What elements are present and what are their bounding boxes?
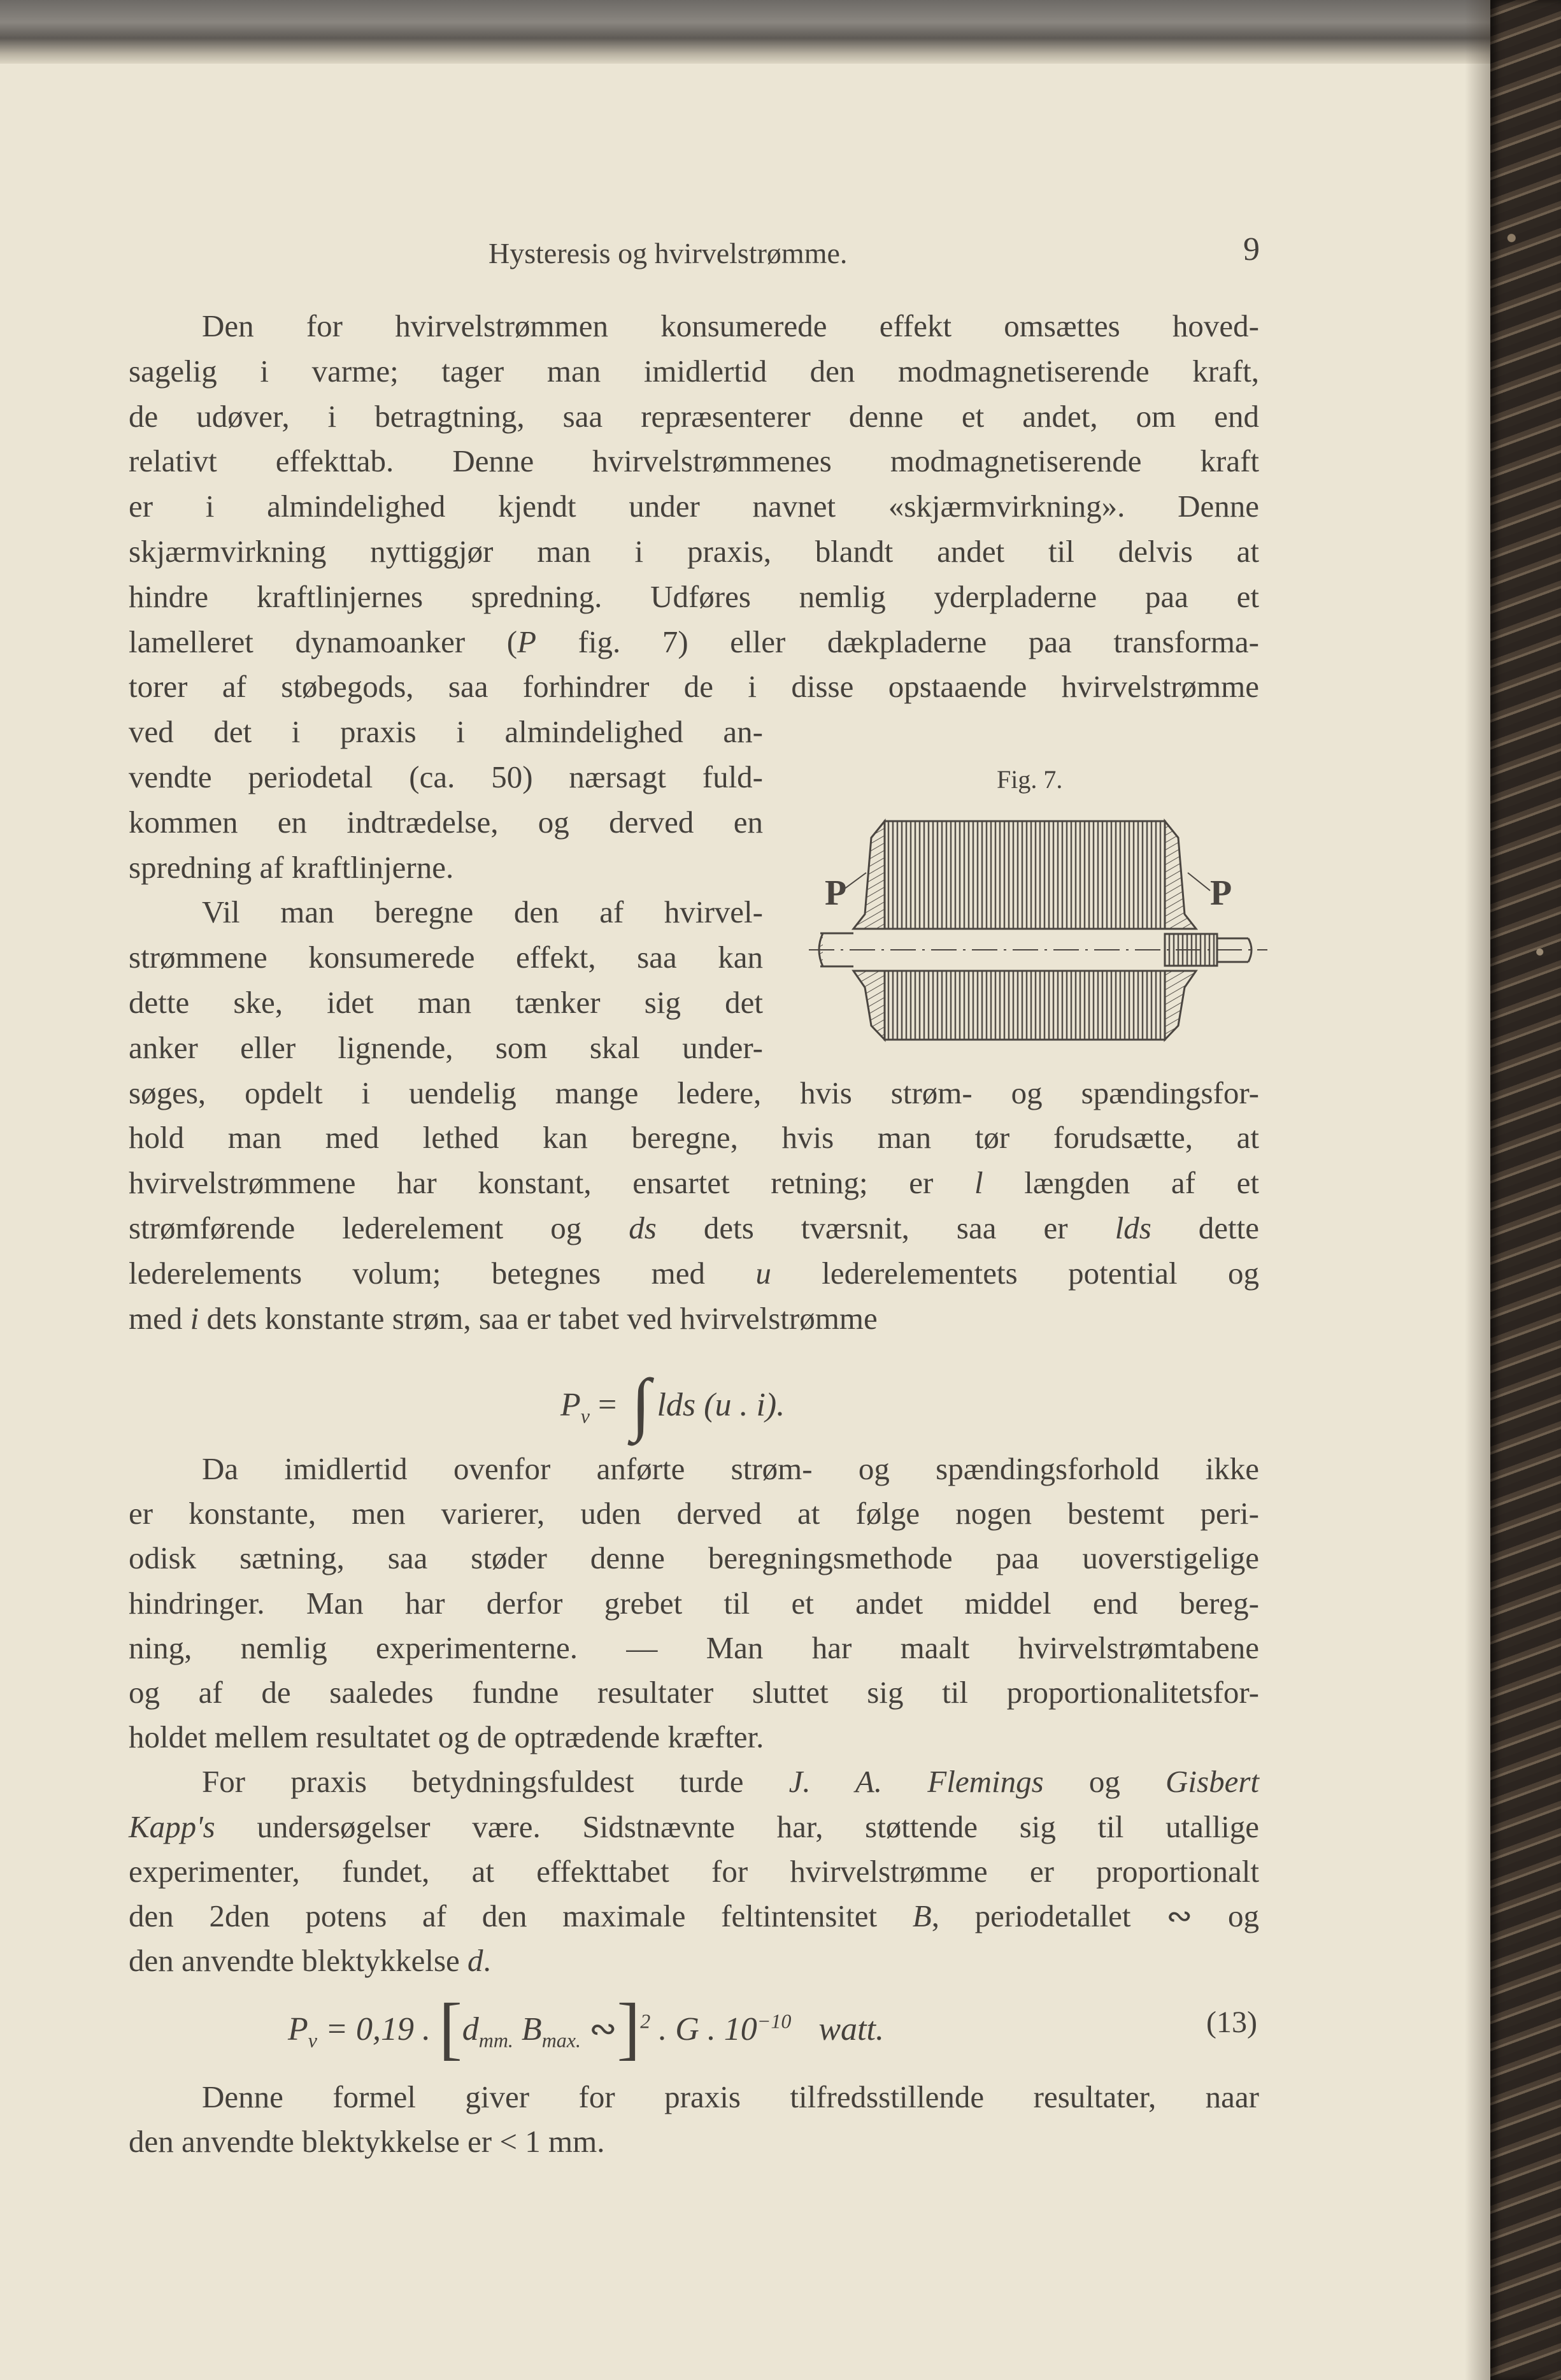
armature-figure	[802, 809, 1274, 1051]
text-line	[129, 1849, 1259, 1894]
text-segment: vendte periodetal (ca. 50) nærsagt fuld-	[129, 759, 763, 794]
text-line	[129, 1026, 763, 1071]
text-segment: hindre kraftlinjernes spredning. Udføres nemlig yderpladerne paa et	[129, 578, 1259, 614]
text-line	[129, 1670, 1259, 1715]
text-segment: experimenter, fundet, at effekttabet for hvirvelstrømme er proportionalt	[129, 1853, 1259, 1889]
text-line	[129, 1115, 1259, 1161]
text-segment: Da imidlertid ovenfor anførte strøm- og spændingsforhold ikke	[202, 1451, 1259, 1486]
text-line	[129, 575, 1259, 620]
text-segment: holdet mellem resultatet og de optrædende kræfter.	[129, 1719, 764, 1755]
text-line	[129, 664, 1259, 710]
label-p-left: P	[825, 873, 847, 913]
text-line	[129, 980, 763, 1026]
integral-sign: ∫	[631, 1365, 651, 1442]
text-segment: lederelements volum; betegnes med	[129, 1255, 756, 1291]
italic-text: J. A. Flemings	[788, 1764, 1044, 1800]
text-segment: relativt effekttab. Denne hvirvelstrømmenes modmagnetiserende kraft	[129, 443, 1259, 479]
formula-equals: =	[597, 1387, 617, 1423]
text-line	[129, 2075, 1259, 2119]
text-segment: dets tværsnit, saa er	[656, 1210, 1115, 1245]
text-segment: spredning af kraftlinjerne.	[129, 849, 454, 885]
formula-subscript: max.	[541, 2028, 581, 2052]
italic-text: Kapp's	[129, 1809, 215, 1844]
text-line	[129, 1536, 1259, 1581]
figure-caption: Fig. 7.	[997, 765, 1063, 794]
text-segment: skjærmvirkning nyttiggjør man i praxis, blandt andet til delvis at	[129, 533, 1259, 569]
text-segment: er i almindelighed kjendt under navnet «skjærmvirkning». Denne	[129, 489, 1259, 524]
italic-text: u	[755, 1255, 771, 1291]
text-segment: og	[1043, 1764, 1165, 1800]
italic-text: d	[467, 1943, 483, 1979]
text-line	[129, 1491, 1259, 1536]
text-line	[129, 394, 1259, 440]
scan-top-edge	[0, 0, 1561, 64]
italic-text: l	[974, 1165, 983, 1201]
laminations-top	[885, 821, 1165, 929]
formula-exponent: −10	[757, 2009, 792, 2033]
text-segment: strømførende lederelement og	[129, 1210, 629, 1245]
formula-rhs: lds (u . i).	[657, 1387, 785, 1423]
italic-text: i	[190, 1300, 199, 1336]
text-segment: hindringer. Man har derfor grebet til et andet middel end bereg-	[129, 1585, 1259, 1621]
text-segment: kommen en indtrædelse, og derved en	[129, 804, 763, 840]
page-gutter-shadow	[1465, 0, 1490, 2380]
formula-symbol: P	[288, 2011, 308, 2047]
text-segment: odisk sætning, saa støder denne beregningsmethode paa uoverstigelige	[129, 1540, 1259, 1576]
formula-rest: . G . 10	[659, 2011, 757, 2047]
label-p-right: P	[1210, 873, 1232, 913]
end-plate-left-bottom	[853, 971, 885, 1040]
text-segment: længden af et	[983, 1165, 1259, 1201]
text-block-3	[129, 2075, 1259, 2164]
formula-subscript: v	[308, 2028, 317, 2052]
text-segment: , periodetallet ∾ og	[931, 1898, 1260, 1933]
formula-unit: watt.	[818, 2011, 884, 2047]
italic-text: ds	[629, 1210, 657, 1245]
text-segment: med	[129, 1300, 190, 1336]
formula-coefficient: = 0,19 .	[325, 2011, 431, 2047]
formula-exponent: 2	[640, 2009, 651, 2033]
text-segment: sagelig i varme; tager man imidlertid den modmagnetiserende kraft,	[129, 353, 1259, 389]
text-line	[129, 620, 1259, 665]
laminations-bottom	[885, 971, 1165, 1040]
formula-b: B	[521, 2011, 542, 2047]
text-line	[129, 304, 1259, 349]
text-line	[129, 349, 1259, 394]
text-segment: er konstante, men varierer, uden derved at følge nogen bestemt peri-	[129, 1496, 1259, 1531]
text-line	[129, 1251, 1259, 1296]
text-line	[129, 1206, 1259, 1251]
book-cover-edge	[1490, 0, 1561, 2380]
text-line	[129, 890, 763, 935]
text-segment: den anvendte blektykkelse er < 1 mm.	[129, 2124, 605, 2160]
text-line	[129, 710, 763, 755]
text-line	[129, 935, 763, 980]
text-segment: hvirvelstrømmene har konstant, ensartet retning; er	[129, 1165, 974, 1201]
italic-text: B	[912, 1898, 932, 1933]
text-line	[129, 800, 763, 845]
text-segment: Den for hvirvelstrømmen konsumerede effekt omsættes hoved-	[202, 308, 1259, 343]
text-line	[129, 1760, 1259, 1804]
formula-tilde: ∾	[589, 2011, 617, 2047]
text-segment: For praxis betydningsfuldest turde	[202, 1764, 789, 1800]
text-block-2	[129, 1447, 1259, 1983]
text-line	[129, 845, 763, 891]
formula-subscript: mm.	[478, 2028, 513, 2052]
equation-number: (13)	[1206, 2005, 1257, 2039]
text-segment: dette ske, idet man tænker sig det	[129, 984, 763, 1020]
text-segment: strømmene konsumerede effekt, saa kan	[129, 940, 763, 975]
text-line	[129, 1805, 1259, 1849]
text-segment: dette	[1151, 1210, 1259, 1245]
formula-13	[288, 1988, 884, 2068]
text-segment: undersøgelser være. Sidstnævnte har, støttende sig til utallige	[215, 1809, 1259, 1844]
text-segment: ved det i praxis i almindelighed an-	[129, 714, 763, 750]
open-bracket: [	[439, 1989, 462, 2067]
text-line	[129, 439, 1259, 484]
italic-text: Gisbert	[1165, 1764, 1259, 1800]
text-line	[129, 1581, 1259, 1626]
text-segment: Denne formel giver for praxis tilfredsstillende resultater, naar	[202, 2079, 1259, 2114]
text-segment: lamelleret dynamoanker (	[129, 624, 518, 659]
text-segment: dets konstante strøm, saa er tabet ved hvirvelstrømme	[199, 1300, 878, 1336]
end-plate-left-top	[853, 821, 885, 929]
text-segment: og af de saaledes fundne resultater sluttet sig til proportionalitetsfor-	[129, 1674, 1259, 1710]
formula-subscript: v	[580, 1404, 590, 1428]
text-segment: den 2den potens af den maximale feltintensitet	[129, 1898, 913, 1933]
text-line	[129, 529, 1259, 575]
formula-symbol: P	[560, 1387, 581, 1423]
text-line	[129, 1161, 1259, 1206]
text-line	[129, 755, 763, 800]
text-segment: torer af støbegods, saa forhindrer de i disse opstaaende hvirvelstrømme	[129, 669, 1259, 705]
text-segment: ning, nemlig experimenterne. — Man har maalt hvirvelstrømtabene	[129, 1630, 1259, 1665]
italic-text: lds	[1115, 1210, 1151, 1245]
text-segment: .	[483, 1943, 491, 1979]
page-number: 9	[1243, 231, 1260, 268]
text-line	[129, 1447, 1259, 1491]
text-segment: fig. 7) eller dækpladerne paa transforma-	[536, 624, 1259, 659]
text-line	[129, 2119, 1259, 2164]
text-line	[129, 1894, 1259, 1939]
text-line	[129, 1939, 1259, 1983]
text-segment: lederelementets potential og	[771, 1255, 1259, 1291]
formula-d: d	[462, 2011, 479, 2047]
running-title: Hysteresis og hvirvelstrømme.	[488, 237, 848, 269]
text-segment: de udøver, i betragtning, saa repræsenterer denne et andet, om end	[129, 398, 1259, 434]
text-line	[129, 1071, 1259, 1116]
text-line	[129, 1296, 1259, 1342]
text-segment: anker eller lignende, som skal under-	[129, 1029, 763, 1065]
text-line	[129, 484, 1259, 529]
text-segment: den anvendte blektykkelse	[129, 1943, 468, 1979]
end-plate-right-bottom	[1165, 971, 1196, 1040]
formula-integral	[560, 1363, 785, 1444]
text-line	[129, 1715, 1259, 1760]
text-segment: hold man med lethed kan beregne, hvis man tør forudsætte, at	[129, 1120, 1259, 1156]
italic-text: P	[517, 624, 536, 659]
text-segment: Vil man beregne den af hvirvel-	[202, 894, 763, 930]
close-bracket: ]	[617, 1989, 641, 2067]
text-line	[129, 1626, 1259, 1670]
text-segment: søges, opdelt i uendelig mange ledere, hvis strøm- og spændingsfor-	[129, 1075, 1259, 1110]
